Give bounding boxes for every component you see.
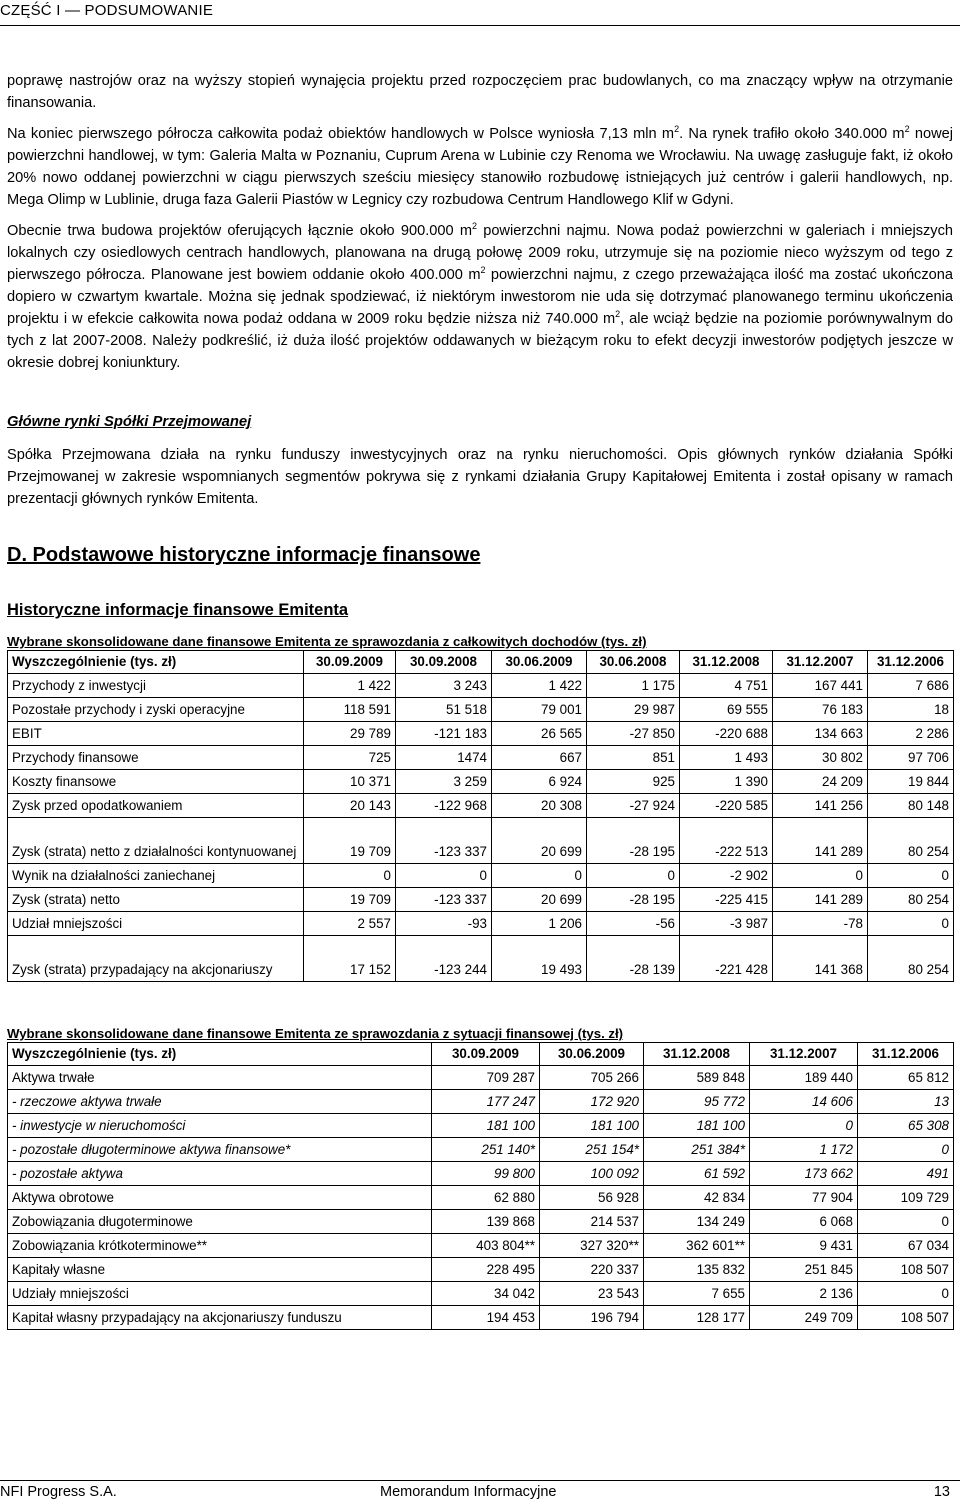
- table-row: [8, 674, 954, 698]
- value-cell: -78: [773, 912, 868, 936]
- row-label: - rzeczowe aktywa trwałe: [8, 1090, 432, 1114]
- value-cell: 23 543: [540, 1282, 644, 1306]
- table-row: [8, 1114, 954, 1138]
- value-cell: 4 751: [680, 674, 773, 698]
- row-label: Zysk (strata) netto z działalności kontynuowanej: [8, 818, 304, 864]
- value-cell: 6 924: [492, 770, 587, 794]
- table-row: [8, 1162, 954, 1186]
- value-cell: 69 555: [680, 698, 773, 722]
- value-cell: 141 368: [773, 936, 868, 982]
- value-cell: 13: [858, 1090, 954, 1114]
- row-label: Przychody z inwestycji: [8, 674, 304, 698]
- superscript: 2: [904, 124, 910, 134]
- header-cell-label: Wyszczególnienie (tys. zł): [8, 651, 304, 674]
- page-number: 13: [933, 1484, 950, 1500]
- value-cell: 189 440: [750, 1066, 858, 1090]
- value-cell: 0: [858, 1210, 954, 1234]
- paragraph-2-text-b: . Na rynek trafiło około 340.000 m: [679, 126, 905, 142]
- value-cell: 30 802: [773, 746, 868, 770]
- value-cell: 251 845: [750, 1258, 858, 1282]
- value-cell: 95 772: [644, 1090, 750, 1114]
- table-row: [8, 1258, 954, 1282]
- row-label: Aktywa trwałe: [8, 1066, 432, 1090]
- superscript: 2: [471, 221, 477, 231]
- value-cell: 167 441: [773, 674, 868, 698]
- header-cell-date: 30.06.2008: [587, 651, 680, 674]
- header-cell-date: 30.09.2009: [304, 651, 396, 674]
- value-cell: 173 662: [750, 1162, 858, 1186]
- value-cell: 29 987: [587, 698, 680, 722]
- value-cell: 141 256: [773, 794, 868, 818]
- header-cell-date: 31.12.2008: [680, 651, 773, 674]
- paragraph-1-text: poprawę nastrojów oraz na wyższy stopień wynajęcia projektu przed rozpoczęciem prac budowlanych, co ma znaczący wpływ na otrzymanie finansowania.: [7, 73, 953, 111]
- value-cell: 29 789: [304, 722, 396, 746]
- paragraph-2: [7, 123, 953, 211]
- value-cell: 181 100: [432, 1114, 540, 1138]
- value-cell: 134 663: [773, 722, 868, 746]
- value-cell: 118 591: [304, 698, 396, 722]
- value-cell: -28 139: [587, 936, 680, 982]
- value-cell: 141 289: [773, 818, 868, 864]
- value-cell: 108 507: [858, 1306, 954, 1330]
- paragraph-3-text-a: Obecnie trwa budowa projektów oferujących łącznie około 900.000 m: [7, 223, 472, 239]
- value-cell: 0: [858, 1282, 954, 1306]
- value-cell: 18: [868, 698, 954, 722]
- value-cell: 705 266: [540, 1066, 644, 1090]
- value-cell: 19 493: [492, 936, 587, 982]
- value-cell: 0: [868, 912, 954, 936]
- value-cell: 56 928: [540, 1186, 644, 1210]
- value-cell: 7 655: [644, 1282, 750, 1306]
- value-cell: 79 001: [492, 698, 587, 722]
- value-cell: 589 848: [644, 1066, 750, 1090]
- value-cell: 0: [304, 864, 396, 888]
- table-header-row: [8, 1043, 954, 1066]
- value-cell: 3 243: [396, 674, 492, 698]
- value-cell: -123 337: [396, 888, 492, 912]
- value-cell: 62 880: [432, 1186, 540, 1210]
- value-cell: -122 968: [396, 794, 492, 818]
- value-cell: -27 850: [587, 722, 680, 746]
- table-row: [8, 770, 954, 794]
- row-label: Zysk (strata) przypadający na akcjonariuszy: [8, 936, 304, 982]
- value-cell: 1 175: [587, 674, 680, 698]
- row-label: Zobowiązania krótkoterminowe**: [8, 1234, 432, 1258]
- value-cell: 80 254: [868, 818, 954, 864]
- table-row: [8, 1138, 954, 1162]
- row-label: Zysk przed opodatkowaniem: [8, 794, 304, 818]
- value-cell: 19 844: [868, 770, 954, 794]
- table-row: [8, 746, 954, 770]
- value-cell: 108 507: [858, 1258, 954, 1282]
- value-cell: 24 209: [773, 770, 868, 794]
- value-cell: 1 422: [304, 674, 396, 698]
- value-cell: 14 606: [750, 1090, 858, 1114]
- table2-caption: Wybrane skonsolidowane dane finansowe Emitenta ze sprawozdania z sytuacji finansowej (tys. zł): [7, 1026, 624, 1041]
- paragraph-3-text-c: powierzchni najmu, z czego przeważająca ilość ma zostać ukończona dopiero w czwartym kwartale. Można się jednak spodziewać, iż niektórym inwestorom nie uda się dotrzymać planowanego terminu ukończenia projektu i w efekcie całkowita nowa podaż oddana w 2009 roku będzie niższa niż 740.000 m: [7, 267, 953, 327]
- header-cell-date: 31.12.2006: [868, 651, 954, 674]
- superscript: 2: [480, 265, 486, 275]
- table-row: [8, 888, 954, 912]
- superscript: 2: [674, 124, 680, 134]
- value-cell: -56: [587, 912, 680, 936]
- value-cell: 135 832: [644, 1258, 750, 1282]
- value-cell: 925: [587, 770, 680, 794]
- value-cell: 139 868: [432, 1210, 540, 1234]
- value-cell: 3 259: [396, 770, 492, 794]
- table-row: [8, 936, 954, 982]
- value-cell: 65 812: [858, 1066, 954, 1090]
- header-cell-date: 30.06.2009: [492, 651, 587, 674]
- value-cell: 194 453: [432, 1306, 540, 1330]
- value-cell: 20 143: [304, 794, 396, 818]
- row-label: - pozostałe aktywa: [8, 1162, 432, 1186]
- row-label: - inwestycje w nieruchomości: [8, 1114, 432, 1138]
- paragraph-2-text-a: Na koniec pierwszego półrocza całkowita podaż obiektów handlowych w Polsce wyniosła 7,13 mln m: [7, 126, 675, 142]
- value-cell: 228 495: [432, 1258, 540, 1282]
- paragraph-4: [7, 444, 953, 510]
- paragraph-3-text-b: powierzchni najmu. Nowa podaż powierzchni w galeriach i mniejszych lokalnych czy osiedlowych centrach handlowych, planowana na drugą połowę 2009 roku, utrzymuje się na poziomie nieco wyższym od tego z pierwszego półrocza. Planowane jest bowiem oddanie około 400.000 m: [7, 223, 953, 283]
- value-cell: 0: [492, 864, 587, 888]
- row-label: Udział mniejszości: [8, 912, 304, 936]
- value-cell: -27 924: [587, 794, 680, 818]
- table-row: [8, 794, 954, 818]
- value-cell: 34 042: [432, 1282, 540, 1306]
- value-cell: 251 140*: [432, 1138, 540, 1162]
- value-cell: 0: [773, 864, 868, 888]
- section-heading: Główne rynki Spółki Przejmowanej: [7, 414, 252, 430]
- value-cell: 2 136: [750, 1282, 858, 1306]
- value-cell: -220 688: [680, 722, 773, 746]
- value-cell: -2 902: [680, 864, 773, 888]
- value-cell: 709 287: [432, 1066, 540, 1090]
- row-label: - pozostałe długoterminowe aktywa finansowe*: [8, 1138, 432, 1162]
- table-row: [8, 1186, 954, 1210]
- value-cell: 9 431: [750, 1234, 858, 1258]
- value-cell: -28 195: [587, 818, 680, 864]
- value-cell: 77 904: [750, 1186, 858, 1210]
- table-row: [8, 1210, 954, 1234]
- row-label: Koszty finansowe: [8, 770, 304, 794]
- paragraph-2-text-c: nowej powierzchni handlowej, w tym: Galeria Malta w Poznaniu, Cuprum Arena w Lubinie czy Renoma we Wrocławiu. Na uwagę zasługuje fakt, iż około 20% nowo oddanej powierzchni w ciągu pierwszych sześciu miesięcy stanowiło rozbudowę istniejących już centrów i galerii handlowych, np. Mega Olimp w Lublinie, druga faza Galerii Piastów w Legnicy czy rozbudowa Centrum Handlowego Klif w Gdyni.: [7, 126, 953, 208]
- row-label: Aktywa obrotowe: [8, 1186, 432, 1210]
- value-cell: -123 244: [396, 936, 492, 982]
- value-cell: 327 320**: [540, 1234, 644, 1258]
- value-cell: 20 699: [492, 888, 587, 912]
- chapter-title: D. Podstawowe historyczne informacje finansowe: [7, 544, 481, 566]
- table-row: [8, 1066, 954, 1090]
- value-cell: 141 289: [773, 888, 868, 912]
- value-cell: 1 390: [680, 770, 773, 794]
- value-cell: -222 513: [680, 818, 773, 864]
- value-cell: 128 177: [644, 1306, 750, 1330]
- table-header-row: [8, 651, 954, 674]
- value-cell: 1474: [396, 746, 492, 770]
- value-cell: -221 428: [680, 936, 773, 982]
- value-cell: 19 709: [304, 888, 396, 912]
- table-row: [8, 1282, 954, 1306]
- value-cell: -123 337: [396, 818, 492, 864]
- income-statement-table: [7, 650, 954, 982]
- row-label: Wynik na działalności zaniechanej: [8, 864, 304, 888]
- page-header: [0, 0, 960, 26]
- row-label: Pozostałe przychody i zyski operacyjne: [8, 698, 304, 722]
- paragraph-3-text-d: , ale wciąż będzie na poziomie porównywalnym do tych z lat 2007-2008. Należy podkreślić, iż duża ilość projektów oddawanych w bieżącym roku to efekt decyzji inwestorów podjętych jeszcze w okresie dobrej koniunktury.: [7, 311, 953, 371]
- page-content: [7, 70, 953, 1330]
- paragraph-1: [7, 70, 953, 114]
- value-cell: 851: [587, 746, 680, 770]
- value-cell: 0: [750, 1114, 858, 1138]
- table-row: [8, 722, 954, 746]
- sub-title: Historyczne informacje finansowe Emitenta: [7, 601, 349, 619]
- header-cell-date: 31.12.2007: [773, 651, 868, 674]
- paragraph-4-text: Spółka Przejmowana działa na rynku funduszy inwestycyjnych oraz na rynku nieruchomości. Opis głównych rynków działania Spółki Przejmowanej w zakresie wspomnianych segmentów pokrywa się z rynkami działania Grupy Kapitałowej Emitenta i został opisany w ramach prezentacji głównych rynków Emitenta.: [7, 447, 953, 507]
- value-cell: 196 794: [540, 1306, 644, 1330]
- table-row: [8, 818, 954, 864]
- value-cell: 99 800: [432, 1162, 540, 1186]
- value-cell: 134 249: [644, 1210, 750, 1234]
- value-cell: 667: [492, 746, 587, 770]
- value-cell: 42 834: [644, 1186, 750, 1210]
- value-cell: -3 987: [680, 912, 773, 936]
- table-body: [8, 674, 954, 982]
- balance-sheet-table: [7, 1042, 954, 1330]
- value-cell: -225 415: [680, 888, 773, 912]
- value-cell: 1 493: [680, 746, 773, 770]
- value-cell: -28 195: [587, 888, 680, 912]
- header-cell-date: 30.06.2009: [540, 1043, 644, 1066]
- value-cell: 10 371: [304, 770, 396, 794]
- row-label: Kapitały własne: [8, 1258, 432, 1282]
- row-label: Zysk (strata) netto: [8, 888, 304, 912]
- value-cell: -93: [396, 912, 492, 936]
- row-label: Zobowiązania długoterminowe: [8, 1210, 432, 1234]
- value-cell: 76 183: [773, 698, 868, 722]
- value-cell: 2 286: [868, 722, 954, 746]
- value-cell: 491: [858, 1162, 954, 1186]
- value-cell: 109 729: [858, 1186, 954, 1210]
- header-cell-date: 31.12.2008: [644, 1043, 750, 1066]
- value-cell: 0: [587, 864, 680, 888]
- value-cell: 20 308: [492, 794, 587, 818]
- value-cell: 80 148: [868, 794, 954, 818]
- value-cell: 26 565: [492, 722, 587, 746]
- header-cell-date: 31.12.2007: [750, 1043, 858, 1066]
- value-cell: 19 709: [304, 818, 396, 864]
- table-row: [8, 698, 954, 722]
- table-body: [8, 1066, 954, 1330]
- value-cell: 51 518: [396, 698, 492, 722]
- value-cell: 249 709: [750, 1306, 858, 1330]
- footer-document-title: Memorandum Informacyjne: [380, 1484, 557, 1500]
- table-row: [8, 1306, 954, 1330]
- value-cell: 1 422: [492, 674, 587, 698]
- table-row: [8, 864, 954, 888]
- value-cell: 20 699: [492, 818, 587, 864]
- value-cell: 100 092: [540, 1162, 644, 1186]
- value-cell: 220 337: [540, 1258, 644, 1282]
- header-cell-label: Wyszczególnienie (tys. zł): [8, 1043, 432, 1066]
- table1-caption: Wybrane skonsolidowane dane finansowe Emitenta ze sprawozdania z całkowitych dochodów (tys. zł): [7, 634, 647, 649]
- value-cell: 1 172: [750, 1138, 858, 1162]
- value-cell: 251 154*: [540, 1138, 644, 1162]
- value-cell: 0: [396, 864, 492, 888]
- value-cell: 1 206: [492, 912, 587, 936]
- value-cell: 0: [858, 1138, 954, 1162]
- value-cell: -220 585: [680, 794, 773, 818]
- header-title: CZĘŚĆ I — PODSUMOWANIE: [0, 2, 214, 19]
- table-row: [8, 912, 954, 936]
- table-row: [8, 1234, 954, 1258]
- value-cell: 181 100: [644, 1114, 750, 1138]
- value-cell: 61 592: [644, 1162, 750, 1186]
- value-cell: 7 686: [868, 674, 954, 698]
- superscript: 2: [615, 309, 621, 319]
- value-cell: 214 537: [540, 1210, 644, 1234]
- page-footer: [0, 1480, 960, 1502]
- row-label: Przychody finansowe: [8, 746, 304, 770]
- value-cell: 80 254: [868, 936, 954, 982]
- value-cell: 725: [304, 746, 396, 770]
- value-cell: 403 804**: [432, 1234, 540, 1258]
- footer-company: NFI Progress S.A.: [0, 1484, 117, 1500]
- value-cell: 6 068: [750, 1210, 858, 1234]
- value-cell: 80 254: [868, 888, 954, 912]
- header-cell-date: 31.12.2006: [858, 1043, 954, 1066]
- paragraph-3: [7, 220, 953, 374]
- header-cell-date: 30.09.2009: [432, 1043, 540, 1066]
- value-cell: 177 247: [432, 1090, 540, 1114]
- value-cell: 172 920: [540, 1090, 644, 1114]
- value-cell: 251 384*: [644, 1138, 750, 1162]
- value-cell: 362 601**: [644, 1234, 750, 1258]
- row-label: EBIT: [8, 722, 304, 746]
- value-cell: 181 100: [540, 1114, 644, 1138]
- row-label: Kapitał własny przypadający na akcjonariuszy funduszu: [8, 1306, 432, 1330]
- row-label: Udziały mniejszości: [8, 1282, 432, 1306]
- value-cell: 17 152: [304, 936, 396, 982]
- table-row: [8, 1090, 954, 1114]
- value-cell: 0: [868, 864, 954, 888]
- value-cell: 67 034: [858, 1234, 954, 1258]
- value-cell: 65 308: [858, 1114, 954, 1138]
- value-cell: 2 557: [304, 912, 396, 936]
- header-cell-date: 30.09.2008: [396, 651, 492, 674]
- value-cell: 97 706: [868, 746, 954, 770]
- value-cell: -121 183: [396, 722, 492, 746]
